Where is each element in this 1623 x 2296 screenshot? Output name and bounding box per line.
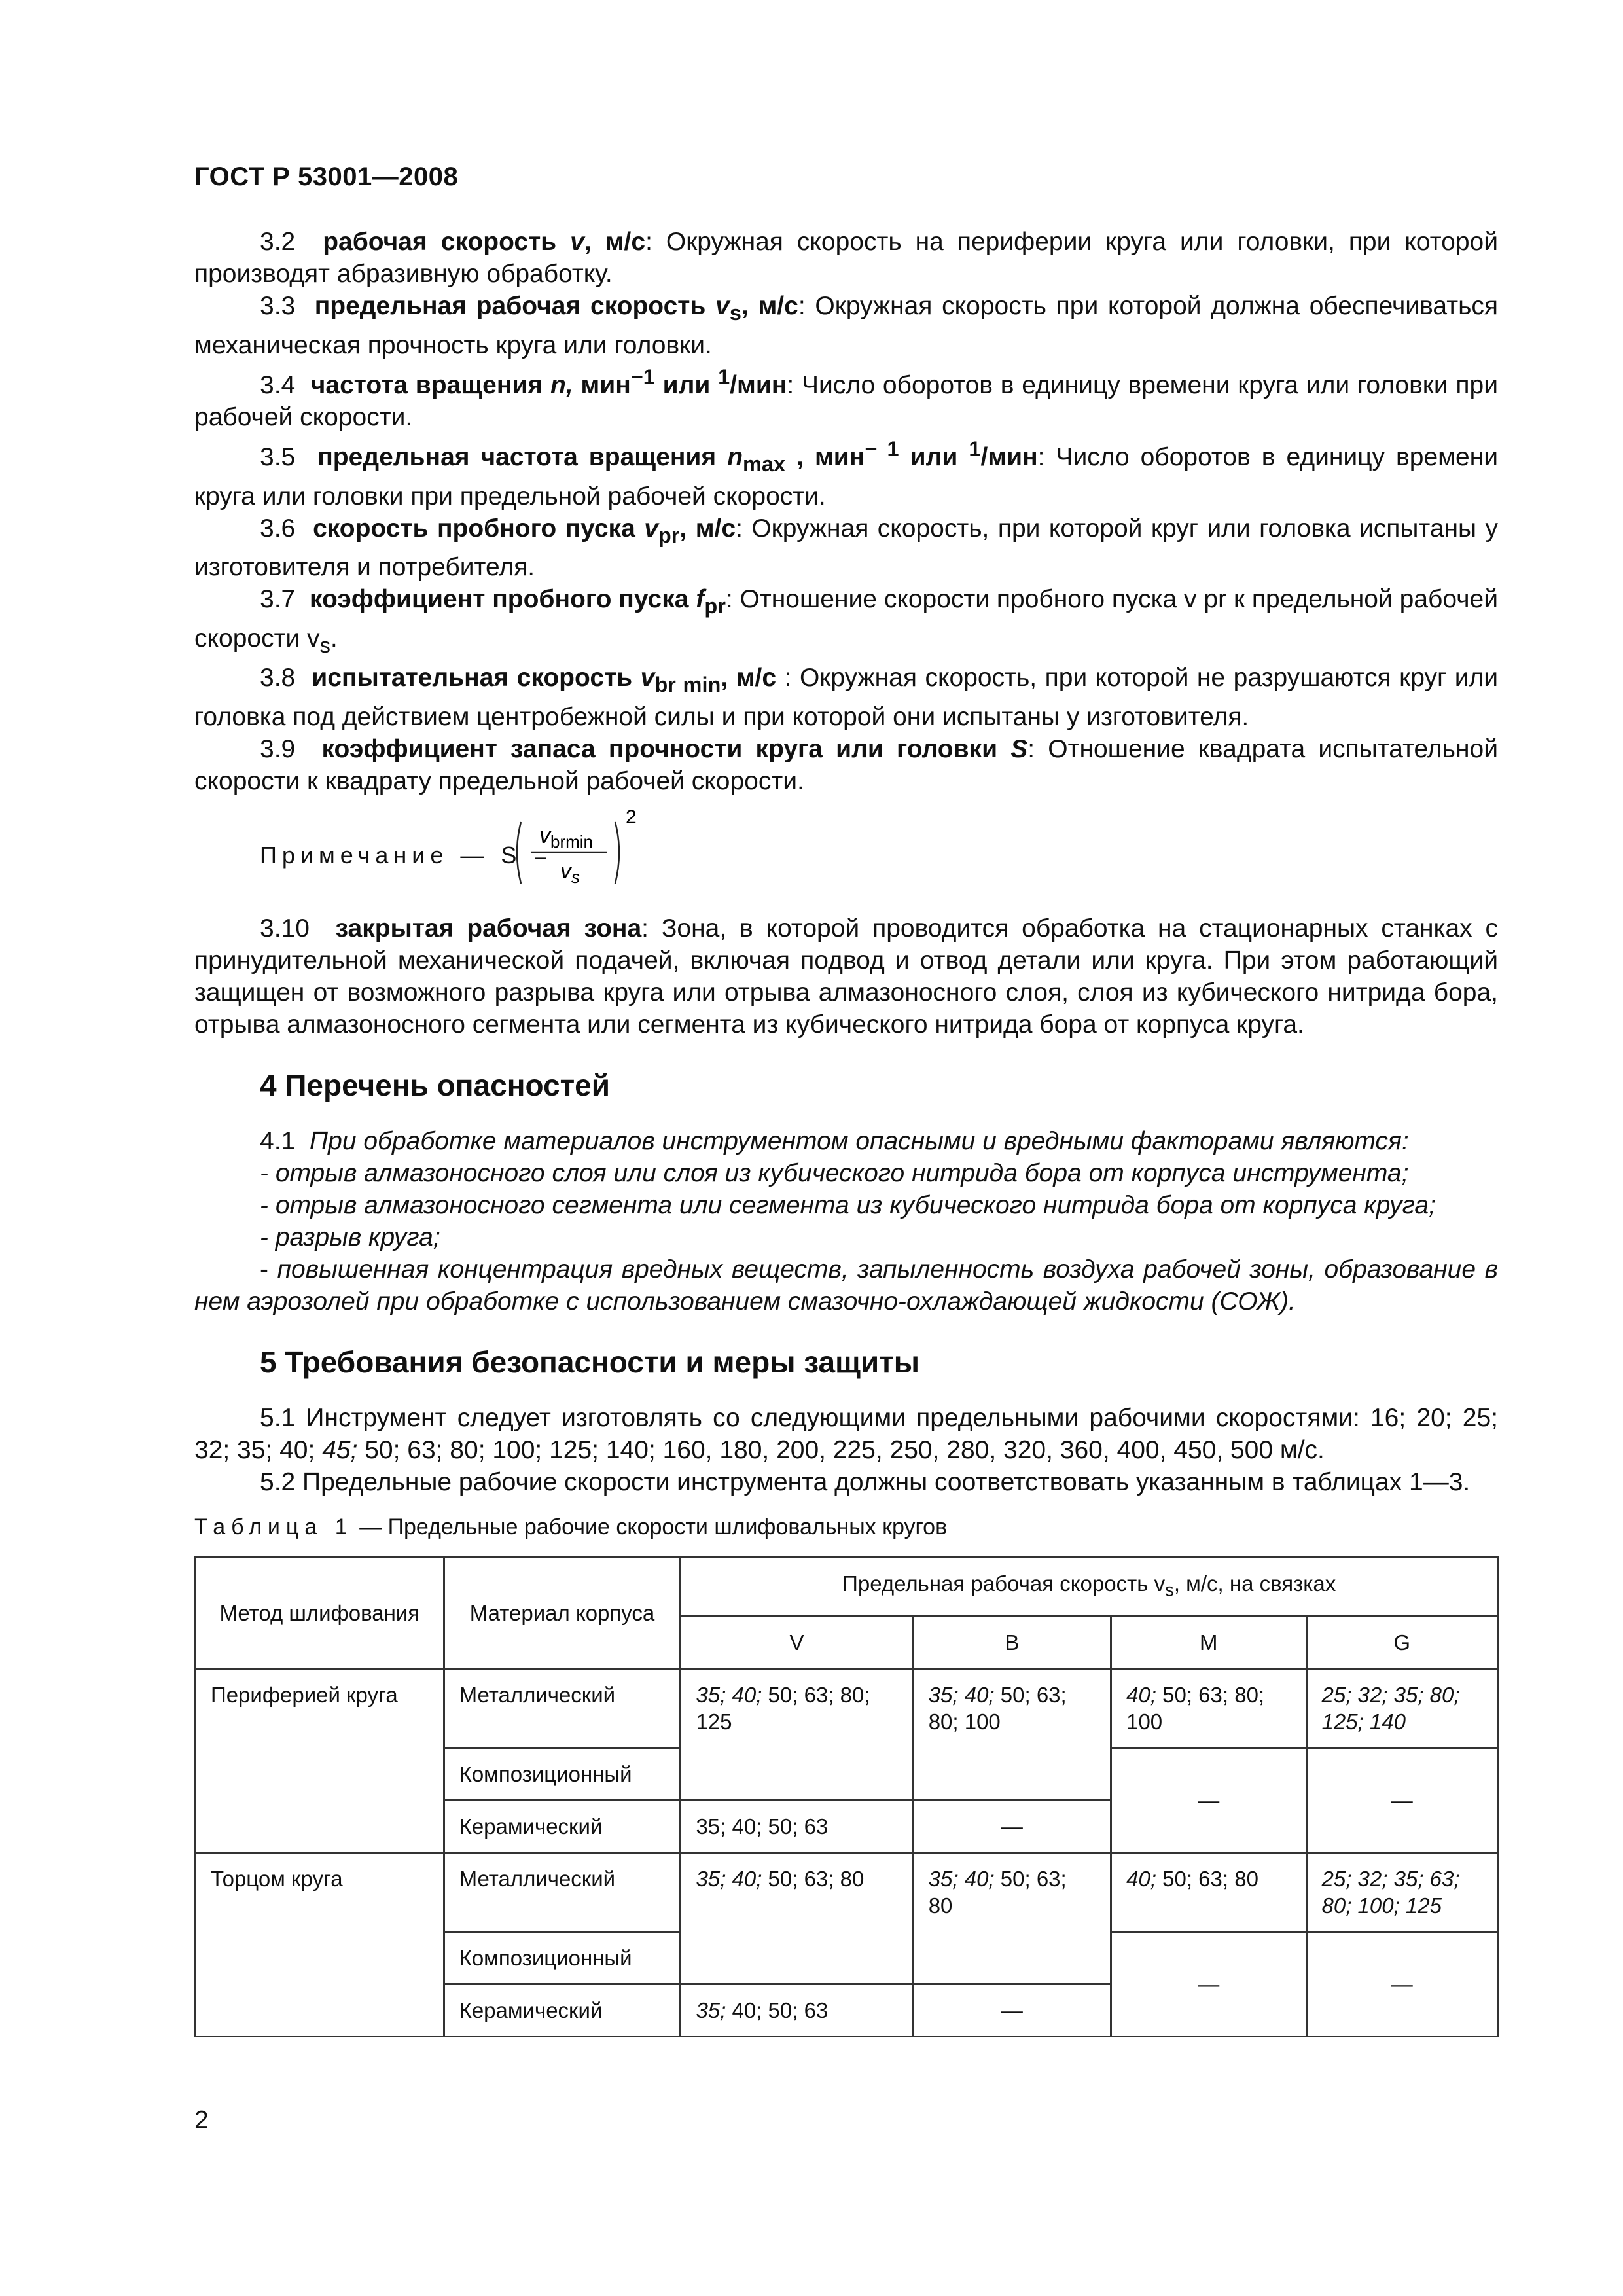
header-bond-m: M — [1111, 1616, 1306, 1668]
page-number: 2 — [194, 2106, 209, 2134]
cell-value: 25; 32; 35; 80; 125; 140 — [1306, 1668, 1498, 1748]
cell-value: 25; 32; 35; 63; 80; 100; 125 — [1306, 1852, 1498, 1931]
cell-value: 35; 40; 50; 63 — [681, 1984, 913, 2036]
svg-text:vbrmin — [539, 823, 593, 852]
numerator: v — [539, 823, 550, 848]
definition-3-4: 3.4 частота вращения n, мин$^{-1}$ или $^1$/мин: Число оборотов в единицу времени круга или головки при рабочей скорости. — [194, 365, 1498, 431]
cell-method: Торцом круга — [196, 1852, 444, 2036]
definition-3-8: 3.8 испытательная скорость $v_{br min}$, м/с : Окружная скорость, при которой не разрушаются круг или головка под действием центробежной силы и при которой они испытаны у изготовителя. — [194, 663, 1499, 731]
hazard-item: - разрыв круга; — [260, 1223, 440, 1251]
cell-dash: — — [1111, 1931, 1306, 2036]
power: 2 — [626, 810, 637, 828]
paragraph-5-2: 5.2 Предельные рабочие скорости инструмента должны соответствовать указанным в таблицах 1—3. — [260, 1467, 1471, 1496]
cell-dash: — — [913, 1984, 1111, 2036]
denominator: v — [560, 858, 571, 884]
header-speed: Предельная рабочая скорость $v_s$, м/с, на связках — [681, 1558, 1498, 1617]
cell-dash: — — [1306, 1931, 1498, 2036]
cell-material: Керамический — [444, 1800, 681, 1852]
table-row — [196, 1668, 1498, 1748]
header-bond-g: G — [1306, 1616, 1498, 1668]
document-body — [194, 226, 1498, 1498]
svg-text:vs — [560, 859, 580, 887]
cell-value: 35; 40; 50; 63; 80 — [681, 1852, 913, 1984]
denominator-sub: s — [571, 867, 580, 887]
hazard-item: - отрыв алмазоносного слоя или слоя из кубического нитрида бора от корпуса инструмента; — [260, 1158, 1409, 1187]
cell-value: 35; 40; 50; 63 — [681, 1800, 913, 1852]
paragraph-5-1: 5.1 Инструмент следует изготовлять со следующими предельными рабочими скоростями: 16; 20; 25; 32; 35; 40; 45; 50; 63; 80; 100; 125; 140; 160, 180, 200, 225, 250, 280, 320, 360, 400, 450, 500 м/с. — [194, 1403, 1498, 1464]
hazard-item: - отрыв алмазоносного сегмента или сегмента из кубического нитрида бора от корпуса круга; — [260, 1191, 1436, 1219]
definition-3-7: 3.7 коэффициент пробного пуска $f_{pr}$: Отношение скорости пробного пуска v pr к предельной рабочей скорости $v_s$. — [194, 585, 1498, 657]
cell-value: 40; 50; 63; 80; 100 — [1111, 1668, 1306, 1748]
cell-dash: — — [913, 1800, 1111, 1852]
header-method: Метод шлифования — [196, 1558, 444, 1669]
definition-3-9: 3.9 коэффициент запаса прочности круга или головки S: Отношение квадрата испытательной скорости к квадрату предельной рабочей скорости. — [194, 734, 1498, 795]
cell-material: Композиционный — [444, 1748, 681, 1800]
section-5-title: 5 Требования безопасности и меры защиты — [260, 1344, 920, 1379]
cell-value: 35; 40; 50; 63; 80; 125 — [681, 1668, 913, 1800]
header-bond-b: B — [913, 1616, 1111, 1668]
document-header: ГОСТ Р 53001—2008 — [194, 162, 459, 191]
note-label: Примечание — S = — [260, 841, 553, 869]
cell-material: Композиционный — [444, 1931, 681, 1984]
cell-dash: — — [1306, 1748, 1498, 1852]
cell-dash: — — [1111, 1748, 1306, 1852]
paragraph-4-1: 4.1 При обработке материалов инструментом опасными и вредными факторами являются: — [260, 1126, 1409, 1155]
table-header-row — [196, 1558, 1498, 1617]
cell-value: 35; 40; 50; 63; 80; 100 — [913, 1668, 1111, 1800]
definition-3-3: 3.3 предельная рабочая скорость $v_s$, м/с: Окружная скорость при которой должна обеспечиваться механическая прочность круга или головки. — [194, 292, 1499, 359]
section-4-title: 4 Перечень опасностей — [260, 1067, 610, 1102]
cell-material: Металлический — [444, 1668, 681, 1748]
fraction-formula — [512, 810, 643, 894]
definition-3-5: 3.5 предельная частота вращения $n_{max}$ , мин$^{- 1}$ или $^1$/мин: Число оборотов в единицу времени круга или головки при предельной рабочей скорости. — [194, 437, 1498, 511]
definition-3-6: 3.6 скорость пробного пуска $v_{pr}$, м/с: Окружная скорость, при которой круг или головка испытаны у изготовителя и потребителя. — [194, 514, 1499, 582]
definition-3-2: 3.2 рабочая скорость v, м/с: Окружная скорость на периферии круга или головки, при которой производят абразивную обработку. — [194, 228, 1499, 288]
cell-material: Керамический — [444, 1984, 681, 2036]
hazard-item: - повышенная концентрация вредных веществ, запыленность воздуха рабочей зоны, образование в нем аэрозолей при обработке с использованием смазочно-охлаждающей жидкости (СОЖ). — [194, 1255, 1498, 1316]
speed-limits-table — [194, 1556, 1499, 2037]
definition-3-10: 3.10 закрытая рабочая зона: Зона, в которой проводится обработка на стационарных станках с принудительной механической подачей, включая подвод и отвод детали или круга. При этом работающий защищен от возможного разрыва круга или отрыва алмазоносного слоя, слоя из кубического нитрида бора, отрыва алмазоносного сегмента или сегмента из кубического нитрида бора от корпуса круга. — [194, 914, 1499, 1039]
cell-value: 35; 40; 50; 63; 80 — [913, 1852, 1111, 1984]
header-bond-v: V — [681, 1616, 913, 1668]
table-caption: Таблица 1 — Предельные рабочие скорости шлифовальных кругов — [194, 1515, 948, 1539]
numerator-sub: brmin — [550, 831, 594, 852]
header-material: Материал корпуса — [444, 1558, 681, 1669]
table-row — [196, 1852, 1498, 1931]
cell-value: 40; 50; 63; 80 — [1111, 1852, 1306, 1931]
note-formula — [260, 810, 1498, 894]
cell-method: Периферией круга — [196, 1668, 444, 1852]
cell-material: Металлический — [444, 1852, 681, 1931]
